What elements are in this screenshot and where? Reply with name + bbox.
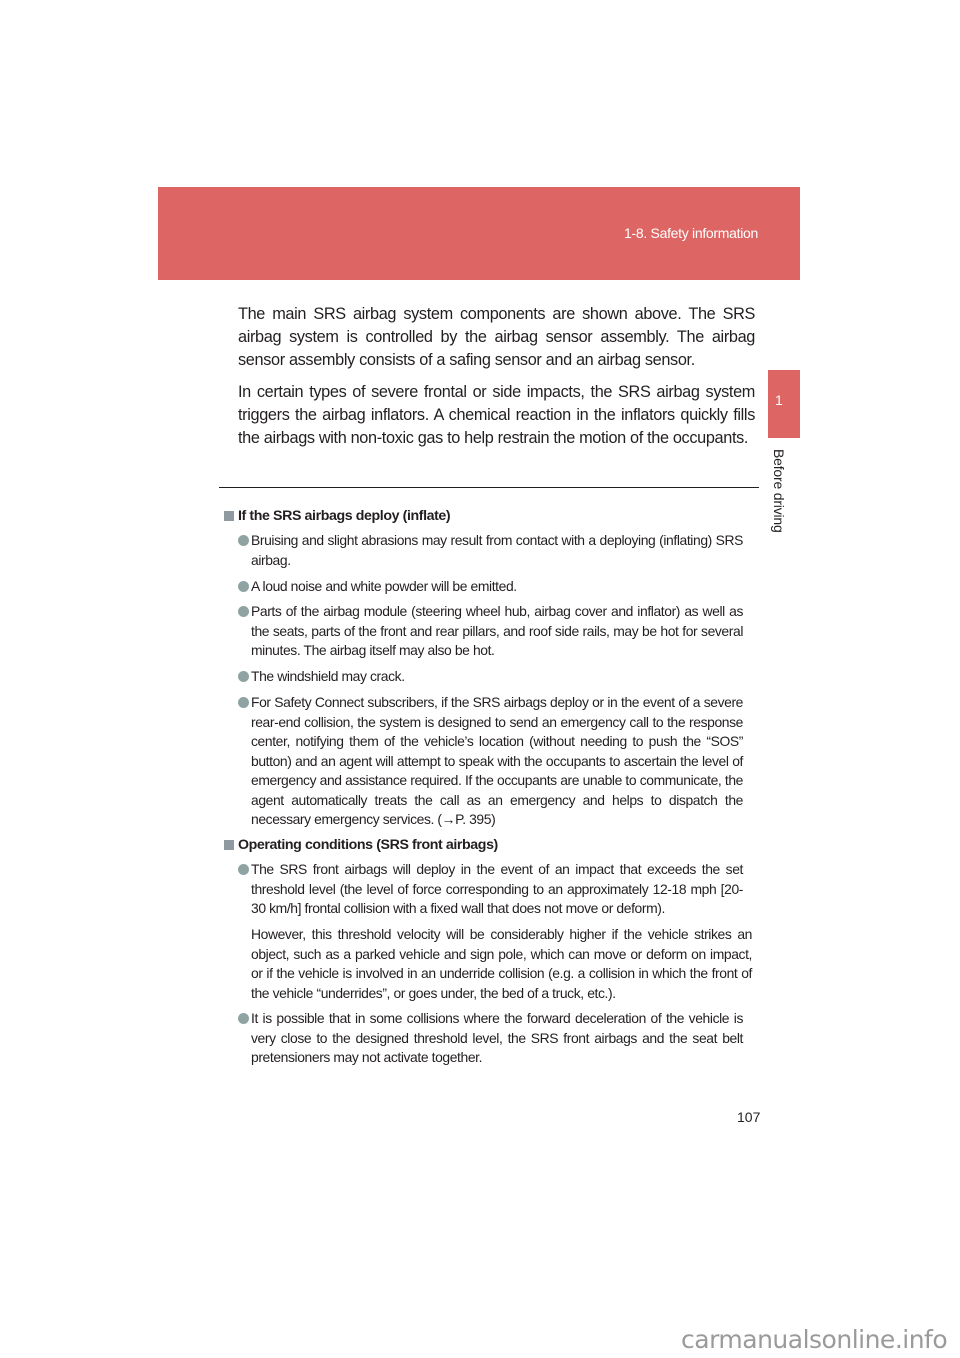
list-item: For Safety Connect subscribers, if the SRS airbags deploy or in the event of a severe rear-end collision, the system is designed to send an emergency call to the response center, notifying them of the vehicle’s location (without needing to push the “SOS” button) and an agent will attempt to speak with the occupants to ascertain the level of emergency and assistance required. If the occupants are unable to communicate, the agent automatically treats the call as an emergency and helps to dispatch the necessary emergency services. (→P. 395) — [251, 693, 743, 830]
bullet-icon — [238, 535, 249, 546]
section-header-band — [158, 187, 800, 280]
bullet-icon — [238, 864, 249, 875]
watermark: carmanualsonline.info — [681, 1325, 948, 1354]
bullet-icon — [238, 581, 249, 592]
section-heading: Operating conditions (SRS front airbags) — [224, 835, 498, 855]
bullet-icon — [238, 671, 249, 682]
list-item: Bruising and slight abrasions may result from contact with a deploying (inflating) SRS airbag. — [251, 531, 743, 570]
chapter-tab — [768, 370, 800, 438]
chapter-label: Before driving — [771, 449, 787, 533]
square-bullet-icon — [224, 511, 234, 521]
list-item: It is possible that in some collisions where the forward deceleration of the vehicle is very close to the designed threshold level, the SRS front airbags and the seat belt pretensioners may not activate together. — [251, 1009, 743, 1068]
list-item: The windshield may crack. — [251, 667, 743, 687]
divider — [219, 487, 759, 488]
section-title: 1-8. Safety information — [624, 225, 758, 241]
chapter-number: 1 — [775, 392, 783, 408]
list-item: A loud noise and white powder will be emitted. — [251, 577, 743, 597]
paragraph: However, this threshold velocity will be considerably higher if the vehicle strikes an object, such as a parked vehicle and sign pole, which can move or deform on impact, or if the vehicle is involved in an underride collision (e.g. a collision in which the front of the vehicle “underrides”, or goes under, the bed of a truck, etc.). — [251, 926, 752, 1001]
page-number: 107 — [737, 1109, 761, 1125]
section-heading: If the SRS airbags deploy (inflate) — [224, 506, 450, 526]
bullet-icon — [238, 697, 249, 708]
square-bullet-icon — [224, 840, 234, 850]
intro-paragraph: The main SRS airbag system components are shown above. The SRS airbag system is controlled by the airbag sensor assembly. The airbag sensor assembly consists of a safing sensor and an airbag sensor. — [238, 305, 755, 369]
bullet-icon — [238, 606, 249, 617]
list-item: The SRS front airbags will deploy in the event of an impact that exceeds the set threshold level (the level of force corresponding to an approximately 12-18 mph [20-30 km/h] frontal collision with a fixed wall that does not move or deform). — [251, 860, 743, 919]
list-item: Parts of the airbag module (steering wheel hub, airbag cover and inflator) as well as the seats, parts of the front and rear pillars, and roof side rails, may be hot for several minutes. The airbag itself may also be hot. — [251, 602, 743, 661]
bullet-icon — [238, 1013, 249, 1024]
intro-paragraph: In certain types of severe frontal or side impacts, the SRS airbag system triggers the airbag inflators. A chemical reaction in the inflators quickly fills the airbags with non-toxic gas to help restrain the motion of the occupants. — [238, 383, 755, 447]
